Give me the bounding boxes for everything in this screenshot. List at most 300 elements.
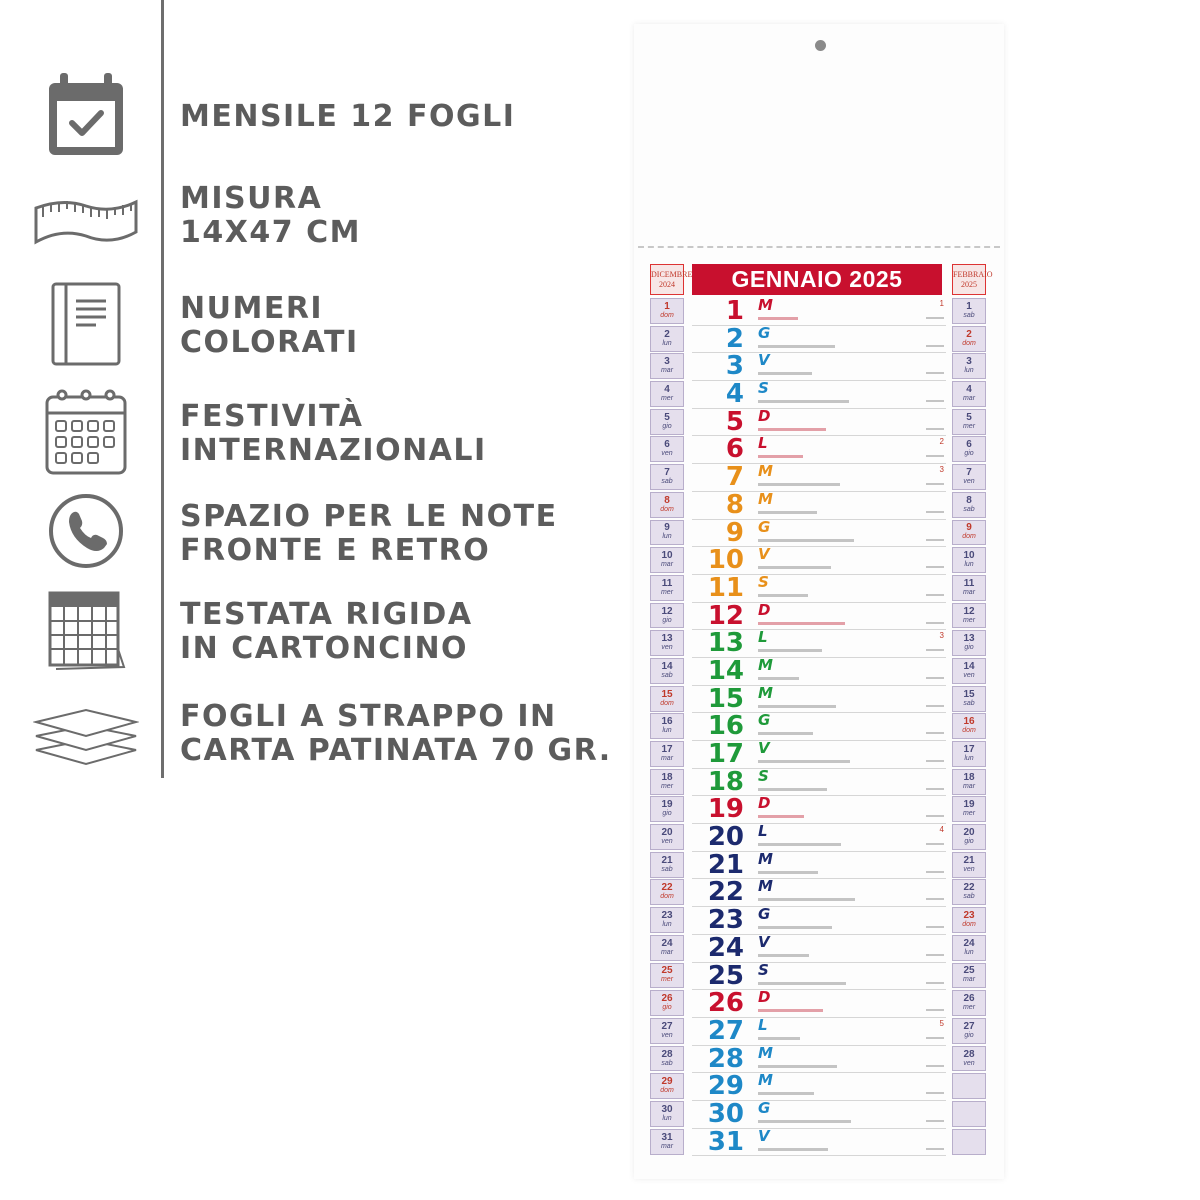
side-day-cell [952, 713, 986, 739]
day-row [692, 683, 946, 714]
day-row [692, 630, 946, 658]
weekday-letter: S [758, 960, 769, 979]
sun-times [926, 511, 944, 513]
side-day-name: ven [661, 838, 673, 845]
sun-times [926, 732, 944, 734]
feature-text-5: SPAZIO PER LE NOTE FRONTE E RETRO [180, 499, 558, 568]
side-day-number: 25 [963, 965, 975, 977]
side-day-name: ven [661, 1031, 673, 1039]
side-day-number: 23 [963, 910, 975, 922]
side-day-cell [650, 713, 684, 739]
side-day-name: sab [661, 865, 673, 873]
side-day-number: 26 [963, 993, 975, 1005]
day-rows [692, 298, 946, 1156]
sun-times [926, 622, 944, 624]
week-number: 1 [939, 299, 944, 308]
side-day-cell [952, 852, 986, 878]
day-number: 10 [707, 545, 744, 576]
day-row [692, 406, 946, 437]
side-day-number: 13 [963, 633, 975, 645]
saint-line [758, 372, 812, 375]
side-day-name: mer [660, 395, 674, 402]
side-day-name: gio [964, 1031, 974, 1039]
side-day-name: lun [964, 948, 974, 956]
side-day-cell [952, 298, 986, 324]
side-day-name: dom [660, 505, 674, 513]
saint-line [758, 732, 813, 735]
weekday-letter: D [758, 794, 771, 813]
week-number: 5 [939, 1018, 944, 1028]
saint-line [758, 760, 850, 763]
side-day-cell [650, 520, 684, 546]
weekday-letter: M [758, 1043, 773, 1062]
side-day-number: 19 [661, 799, 673, 811]
day-number: 16 [707, 711, 744, 742]
weekday-letter: D [758, 988, 771, 1007]
weekday-letter: D [758, 600, 771, 619]
side-day-cell [650, 464, 684, 490]
day-row [692, 489, 946, 520]
side-day-name: dom [660, 311, 674, 319]
saint-line [758, 594, 808, 597]
side-day-cell [650, 990, 684, 1016]
side-day-cell [650, 326, 684, 352]
side-day-number: 2 [664, 328, 670, 340]
side-day-cell [952, 879, 986, 905]
side-day-name: mar [962, 976, 976, 984]
day-row [692, 932, 946, 963]
side-day-name: ven [661, 450, 673, 458]
side-day-cell [650, 630, 684, 656]
side-day-cell [650, 686, 684, 712]
weekday-letter: M [758, 849, 773, 868]
side-day-name: dom [962, 921, 976, 929]
weekday-letter: S [758, 379, 769, 398]
side-day-cell [952, 492, 986, 518]
side-day-number: 24 [963, 937, 975, 949]
weekday-letter: L [758, 822, 768, 841]
side-day-name: mar [962, 782, 976, 790]
sun-times [926, 843, 944, 845]
side-day-cell [952, 630, 986, 656]
sun-times [926, 982, 944, 984]
sun-times [926, 400, 944, 402]
sun-times [926, 1009, 944, 1011]
saint-line [758, 345, 835, 348]
side-day-number: 10 [963, 550, 975, 562]
weekday-letter: G [758, 517, 771, 536]
side-day-number: 8 [966, 494, 972, 506]
previous-month-label: DICEMBRE 2024 [650, 264, 684, 295]
side-day-name: sab [661, 671, 673, 679]
side-day-name: lun [662, 339, 672, 347]
saint-line [758, 677, 799, 680]
side-day-cell [650, 1129, 684, 1155]
saint-line [758, 511, 817, 514]
weekday-letter: L [758, 1015, 768, 1034]
sun-times [926, 345, 944, 347]
day-row [692, 547, 946, 575]
side-day-number: 7 [664, 467, 670, 479]
side-day-name: lun [964, 561, 974, 569]
side-day-name: mar [660, 367, 674, 375]
side-day-number: 5 [966, 411, 972, 423]
side-day-cell [650, 1046, 684, 1072]
feature-text-7: FOGLI A STRAPPO IN CARTA PATINATA 70 GR. [180, 699, 612, 768]
side-day-name: mer [962, 422, 976, 430]
previous-month-strip [650, 264, 693, 1156]
side-day-number: 9 [966, 522, 972, 534]
side-day-number: 9 [664, 522, 670, 534]
weekday-letter: M [758, 877, 773, 896]
day-number: 9 [725, 517, 744, 548]
side-day-name: lun [964, 754, 974, 762]
saint-line [758, 871, 818, 874]
side-day-name: lun [964, 367, 974, 375]
weekday-letter: G [758, 711, 771, 730]
side-day-cell [952, 796, 986, 822]
side-day-cell [952, 381, 986, 407]
side-empty-cell [952, 1101, 986, 1127]
day-row [692, 796, 946, 824]
side-day-number: 11 [661, 577, 673, 589]
day-number: 30 [707, 1098, 744, 1129]
sun-times [926, 428, 944, 430]
day-number: 4 [725, 379, 744, 410]
side-day-number: 31 [661, 1131, 673, 1143]
side-day-cell [650, 298, 684, 324]
side-day-number: 17 [661, 743, 673, 755]
feature-text-6: TESTATA RIGIDA IN CARTONCINO [180, 597, 473, 666]
side-day-cell [952, 520, 986, 546]
side-day-number: 2 [966, 328, 972, 340]
weekday-letter: M [758, 1071, 773, 1090]
day-row [692, 907, 946, 935]
side-day-number: 14 [661, 660, 673, 672]
saint-line [758, 843, 841, 846]
feature-divider [161, 0, 164, 778]
day-row [692, 323, 946, 354]
day-row [692, 464, 946, 492]
side-day-number: 10 [661, 550, 673, 562]
side-day-number: 27 [963, 1020, 975, 1032]
day-number: 28 [707, 1043, 744, 1074]
sun-times [926, 1065, 944, 1067]
saint-line [758, 926, 832, 929]
side-day-cell [952, 547, 986, 573]
side-day-cell [650, 353, 684, 379]
side-day-name: mer [660, 782, 674, 790]
side-day-number: 28 [661, 1048, 673, 1060]
side-day-name: sab [963, 893, 975, 901]
side-day-cell [650, 769, 684, 795]
measuring-tape-icon [30, 186, 142, 260]
calendar-sheet [650, 264, 993, 1160]
weekday-letter: G [758, 1098, 771, 1117]
side-day-name: sab [963, 505, 975, 513]
side-day-number: 15 [963, 688, 975, 700]
side-day-cell [952, 935, 986, 961]
side-day-number: 1 [664, 300, 670, 312]
day-row [692, 298, 946, 326]
weekday-letter: S [758, 766, 769, 785]
side-day-number: 15 [661, 688, 673, 700]
side-day-number: 5 [664, 411, 670, 423]
day-number: 3 [725, 351, 744, 382]
side-day-cell [952, 824, 986, 850]
day-number: 17 [707, 739, 744, 769]
sun-times [926, 317, 944, 319]
side-day-cell [952, 464, 986, 490]
side-day-number: 16 [963, 716, 975, 728]
weekday-letter: G [758, 905, 771, 924]
side-day-cell [952, 603, 986, 629]
side-day-name: mer [660, 976, 674, 984]
day-number: 23 [707, 905, 744, 936]
day-row [692, 600, 946, 631]
side-day-number: 3 [664, 356, 670, 368]
saint-line [758, 317, 798, 320]
day-row [692, 741, 946, 769]
side-day-name: dom [962, 727, 976, 735]
side-day-cell [952, 963, 986, 989]
weekday-letter: L [758, 434, 768, 453]
saint-line [758, 1148, 828, 1151]
side-day-number: 3 [966, 356, 972, 368]
side-day-name: sab [963, 311, 975, 319]
side-day-name: dom [962, 339, 976, 347]
side-day-number: 12 [963, 605, 975, 617]
side-day-name: dom [660, 699, 674, 707]
side-day-number: 18 [963, 771, 975, 783]
side-day-name: gio [662, 1004, 672, 1012]
saint-line [758, 1092, 814, 1095]
side-day-number: 27 [661, 1020, 673, 1032]
day-row [692, 381, 946, 409]
paper-stack-icon [30, 702, 142, 772]
day-row [692, 517, 946, 548]
feature-text-1: MENSILE 12 FOGLI [180, 99, 516, 134]
side-day-cell [650, 879, 684, 905]
saint-line [758, 1065, 837, 1068]
side-day-name: lun [662, 533, 672, 541]
side-day-name: ven [963, 1059, 975, 1067]
day-row [692, 990, 946, 1018]
sun-times [926, 1148, 944, 1150]
day-row [692, 960, 946, 991]
side-day-cell [650, 1018, 684, 1044]
sun-times [926, 539, 944, 541]
side-day-name: mer [962, 616, 976, 624]
side-day-cell [650, 575, 684, 601]
side-day-number: 19 [963, 799, 975, 811]
side-day-number: 23 [661, 910, 673, 922]
side-day-cell [650, 963, 684, 989]
sun-times [926, 788, 944, 790]
day-number: 27 [707, 1015, 744, 1046]
day-row [692, 1073, 946, 1101]
day-number: 29 [707, 1071, 744, 1102]
side-day-cell [650, 741, 684, 767]
day-number: 24 [707, 932, 744, 963]
weekday-letter: M [758, 655, 773, 674]
weekday-letter: G [758, 323, 771, 342]
day-row [692, 766, 946, 797]
saint-line [758, 1120, 851, 1123]
side-day-name: ven [963, 478, 975, 486]
side-day-cell [650, 381, 684, 407]
side-day-number: 14 [963, 660, 975, 672]
day-row [692, 572, 946, 603]
side-day-number: 21 [661, 854, 673, 866]
saint-line [758, 898, 855, 901]
side-day-name: mer [962, 1004, 976, 1012]
day-number: 1 [725, 296, 744, 326]
side-day-number: 11 [963, 577, 975, 589]
weekday-letter: M [758, 462, 773, 481]
side-day-cell [952, 326, 986, 352]
side-day-name: dom [660, 1087, 674, 1095]
weekday-letter: M [758, 296, 773, 314]
day-number: 25 [707, 960, 744, 991]
side-day-name: lun [662, 727, 672, 735]
saint-line [758, 483, 840, 486]
side-day-number: 12 [661, 605, 673, 617]
weekday-letter: V [758, 932, 770, 951]
sun-times [926, 483, 944, 485]
saint-line [758, 539, 854, 542]
side-day-cell [650, 852, 684, 878]
day-row [692, 879, 946, 907]
weekday-letter: D [758, 406, 771, 425]
day-row [692, 353, 946, 381]
side-day-cell [952, 1046, 986, 1072]
feature-text-2: MISURA 14X47 CM [180, 181, 361, 250]
saint-line [758, 1009, 823, 1012]
sun-times [926, 1092, 944, 1094]
side-day-cell [650, 1101, 684, 1127]
side-day-name: gio [662, 616, 672, 624]
side-day-name: lun [662, 1114, 672, 1122]
side-day-cell [650, 547, 684, 573]
feature-text-3: NUMERI COLORATI [180, 291, 359, 360]
day-number: 14 [707, 655, 744, 686]
side-day-name: mar [660, 1142, 674, 1150]
side-day-cell [650, 603, 684, 629]
side-day-name: sab [661, 478, 673, 486]
weekday-letter: V [758, 351, 770, 370]
saint-line [758, 428, 826, 431]
saint-line [758, 788, 827, 791]
day-row [692, 1015, 946, 1046]
day-row [692, 1126, 946, 1157]
side-day-cell [650, 907, 684, 933]
next-month-strip [952, 264, 993, 1156]
side-day-number: 30 [661, 1103, 673, 1115]
day-number: 18 [707, 766, 744, 797]
side-day-number: 18 [661, 771, 673, 783]
side-day-name: mar [660, 561, 674, 569]
side-day-name: sab [963, 699, 975, 707]
sun-times [926, 649, 944, 651]
side-day-cell [952, 990, 986, 1016]
side-day-cell [650, 436, 684, 462]
side-day-name: lun [662, 921, 672, 929]
day-number: 13 [707, 628, 744, 659]
notebook-icon [30, 280, 142, 368]
side-day-cell [650, 1073, 684, 1099]
weekday-letter: V [758, 1126, 770, 1145]
feature-text-4: FESTIVITÀ INTERNAZIONALI [180, 399, 487, 468]
day-number: 12 [707, 600, 744, 631]
side-day-name: sab [661, 1059, 673, 1067]
sun-times [926, 705, 944, 707]
weekday-letter: L [758, 628, 768, 647]
side-day-number: 24 [661, 937, 673, 949]
side-day-number: 20 [963, 827, 975, 838]
side-day-cell [952, 741, 986, 767]
side-day-cell [952, 436, 986, 462]
side-day-cell [650, 409, 684, 435]
day-number: 20 [707, 822, 744, 853]
side-day-number: 22 [963, 882, 975, 894]
month-title: GENNAIO 2025 [692, 264, 942, 295]
saint-line [758, 400, 849, 403]
sun-times [926, 815, 944, 817]
side-day-cell [952, 1018, 986, 1044]
side-day-number: 6 [966, 439, 972, 451]
saint-line [758, 982, 846, 985]
saint-line [758, 566, 831, 569]
day-row [692, 655, 946, 686]
side-day-number: 1 [966, 300, 972, 312]
week-number: 3 [939, 465, 944, 475]
day-number: 11 [707, 572, 744, 603]
day-number: 2 [725, 323, 744, 354]
side-day-name: mer [660, 588, 674, 596]
week-number: 4 [939, 825, 944, 835]
day-row [692, 849, 946, 880]
side-day-cell [650, 935, 684, 961]
side-empty-cell [952, 1129, 986, 1155]
side-day-cell [650, 658, 684, 684]
saint-line [758, 1037, 800, 1040]
side-empty-cell [952, 1073, 986, 1099]
side-day-name: gio [964, 644, 974, 652]
day-number: 15 [707, 683, 744, 714]
sun-times [926, 566, 944, 568]
side-day-number: 4 [966, 384, 972, 395]
side-day-cell [952, 575, 986, 601]
saint-line [758, 815, 804, 818]
sun-times [926, 898, 944, 900]
side-day-name: ven [963, 671, 975, 679]
sun-times [926, 954, 944, 956]
phone-icon [30, 492, 142, 570]
side-day-number: 7 [966, 467, 972, 479]
wall-calendar [634, 24, 1004, 1179]
sun-times [926, 760, 944, 762]
saint-line [758, 622, 845, 625]
side-day-cell [650, 492, 684, 518]
day-row [692, 436, 946, 464]
saint-line [758, 455, 803, 458]
side-day-name: mer [962, 810, 976, 818]
day-row [692, 1098, 946, 1129]
side-day-cell [952, 658, 986, 684]
sun-times [926, 1037, 944, 1039]
side-day-number: 20 [661, 827, 673, 838]
